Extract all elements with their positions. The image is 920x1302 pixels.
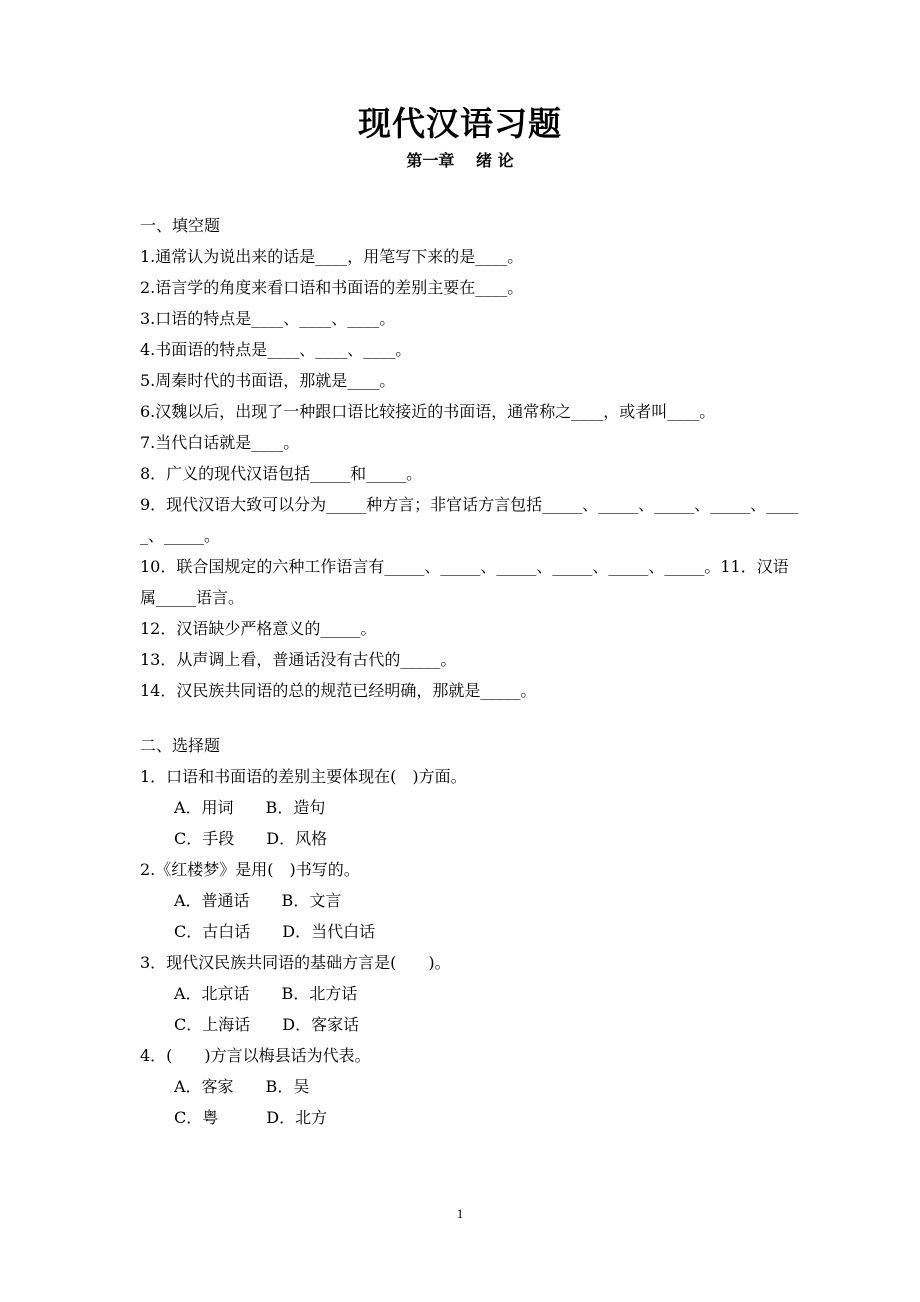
choice-question-3 [140, 947, 800, 1040]
fill-item-2: 2.语言学的角度来看口语和书面语的差别主要在____。 [140, 278, 524, 297]
fill-item-6: 6.汉魏以后，出现了一种跟口语比较接近的书面语，通常称之____，或者叫____。 [140, 402, 716, 421]
options-row: A．用词 B．造句 [174, 798, 326, 817]
question-stem: 2.《红楼梦》是用( )书写的。 [140, 860, 360, 879]
fill-item-7: 7.当代白话就是____。 [140, 433, 300, 452]
fill-item-14: 14．汉民族共同语的总的规范已经明确，那就是_____。 [140, 681, 537, 700]
options-row: C．上海话 D．客家话 [174, 1015, 360, 1034]
options-row: A．客家 B．吴 [174, 1077, 310, 1096]
section-spacer [140, 706, 800, 730]
fill-item-1: 1.通常认为说出来的话是____，用笔写下来的是____。 [140, 247, 524, 266]
choice-question-2 [140, 854, 800, 947]
options-row: C．古白话 D．当代白话 [174, 922, 376, 941]
exercise-content [140, 210, 800, 1133]
choice-question-4 [140, 1040, 800, 1133]
question-stem: 1．口语和书面语的差别主要体现在( )方面。 [140, 767, 467, 786]
options-row: C．手段 D．风格 [174, 829, 328, 848]
document-title: 现代汉语习题 [358, 104, 562, 143]
fill-item-13: 13．从声调上看，普通话没有古代的_____。 [140, 650, 457, 669]
multiple-choice-heading: 二、选择题 [140, 736, 221, 755]
options-row: A．普通话 B．文言 [174, 891, 342, 910]
question-stem: 3．现代汉民族共同语的基础方言是( )。 [140, 953, 451, 972]
fill-item-3: 3.口语的特点是____、____、____。 [140, 309, 396, 328]
fill-item-10-11: 10．联合国规定的六种工作语言有_____、_____、_____、_____、_____、_____。11．汉语属_____语言。 [140, 557, 789, 607]
fill-item-8: 8．广义的现代汉语包括_____和_____。 [140, 464, 423, 483]
chapter-heading: 第一章 绪 论 [406, 151, 514, 170]
choice-question-1 [140, 761, 800, 854]
fill-item-9: 9．现代汉语大致可以分为_____种方言；非官话方言包括_____、_____、_____、_____、_____、_____。 [140, 495, 799, 545]
fill-item-5: 5.周秦时代的书面语，那就是____。 [140, 371, 396, 390]
fill-item-12: 12．汉语缺少严格意义的_____。 [140, 619, 377, 638]
fill-blank-heading: 一、填空题 [140, 216, 221, 235]
options-row: C．粤 D．北方 [174, 1108, 328, 1127]
page-number: 1 [456, 1206, 464, 1221]
fill-item-4: 4.书面语的特点是____、____、____。 [140, 340, 412, 359]
question-stem: 4．( )方言以梅县话为代表。 [140, 1046, 371, 1065]
options-row: A．北京话 B．北方话 [174, 984, 358, 1003]
